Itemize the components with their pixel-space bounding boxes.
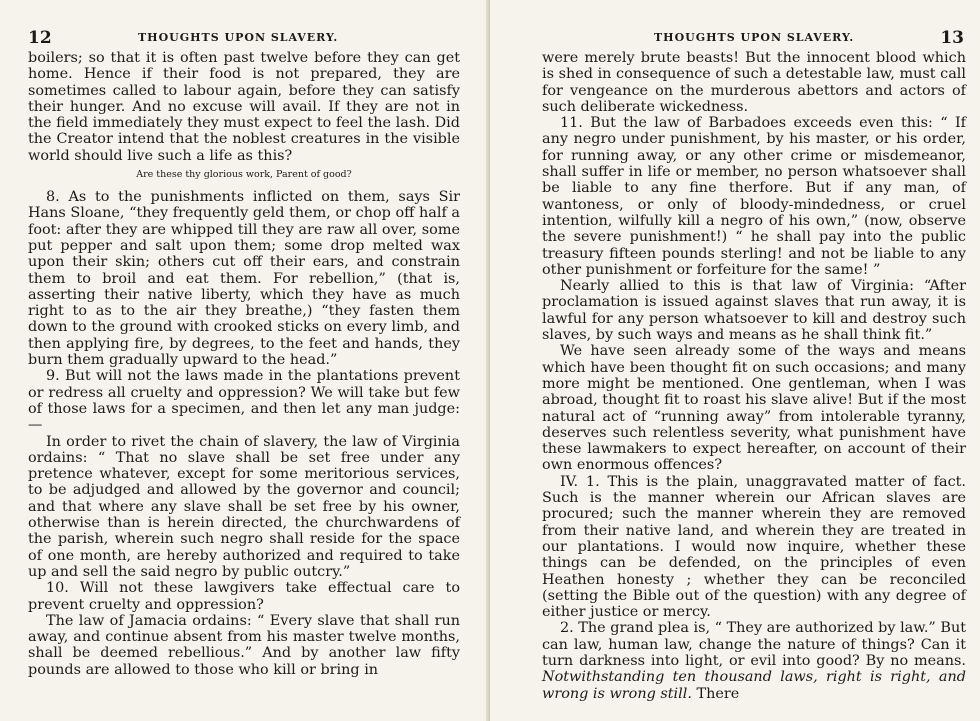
paragraph (542, 620, 966, 701)
paragraph: were merely brute beasts! But the innocent blood which is shed in consequence of such a detestable law, must call for vengeance on the murderous abettors and actors of such deliberate wickedness. (542, 50, 966, 115)
running-head: THOUGHTS UPON SLAVERY. (138, 31, 339, 44)
paragraph: In order to rivet the chain of slavery, the law of Virginia ordains: “ That no slave shall be set free under any pretence whatever, except for some meritorious services, to be adjudged and allowed by the governor and council; and that where any slave shall be set free by his owner, otherwise than is herein directed, the churchwardens of the parish, wherein such negro shall reside for the space of one month, are hereby authorized and required to take up and sell the said negro by public outcry.” (28, 433, 460, 580)
paragraph: 8. As to the punishments inflicted on them, says Sir Hans Sloane, “they frequently geld them, or chop off half a foot: after they are whipped till they are raw all over, some put pepper and salt upon them; some drop melted wax upon their skin; others cut off their ears, and constrain them to broil and eat them. For rebellion,” (that is, asserting their native liberty, which they have as much right to as to the air they breathe,) “they fasten them down to the ground with crooked sticks on every limb, and then applying fire, by degrees, to the feet and hands, they burn them gradually upward to the head.” (28, 189, 460, 369)
page-number: 13 (940, 28, 964, 48)
paragraph: IV. 1. This is the plain, unaggravated matter of fact. Such is the manner wherein our African slaves are procured; such the manner wherein they are removed from their native land, and wherein they are treated in our plantations. I would now inquire, whether these things can be defended, on the principles of even Heathen honesty ; whether they can be reconciled (setting the Bible out of the question) with any degree of either justice or mercy. (542, 473, 966, 621)
paragraph: 11. But the law of Barbadoes exceeds even this: “ If any negro under punishment, by his master, or his order, for running away, or any other crime or misdemeanor, shall suffer in life or member, no person whatsoever shall be liable to any fine therfore. But if any man, of wantoness, or only of bloody-mindedness, or cruel intention, wilfully kill a negro of his own,” (now, observe the severe punishment!) “ he shall pay into the public treasury fifteen pounds sterling! and not be liable to any other punishment or forfeiture for the same! ” (542, 115, 966, 278)
right-page-header (542, 28, 966, 48)
italic-maxim: Notwithstanding ten thousand laws, right is right, and wrong is wrong still. (542, 669, 966, 702)
paragraph: boilers; so that it is often past twelve before they can get home. Hence if their food is not prepared, they are sometimes called to labour again, before they can satisfy their hunger. And no excuse will avail. If they are not in the field immediately they must expect to feel the lash. Did the Creator intend that the noblest creatures in the visible world should live such a life as this? (28, 50, 460, 164)
paragraph-text: 2. The grand plea is, “ They are authorized by law.” But can law, human law, change the nature of things? Can it turn darkness into light, or evil into good? By no means. (542, 620, 966, 669)
running-head: THOUGHTS UPON SLAVERY. (654, 31, 855, 44)
page-number: 12 (28, 28, 52, 48)
left-page-header (28, 28, 460, 48)
right-page (490, 0, 980, 721)
right-page-text (542, 50, 966, 702)
paragraph: We have seen already some of the ways and means which have been thought fit on such occasions; and many more might be mentioned. One gentleman, when I was abroad, thought fit to roast his slave alive! But if the most natural act of “running away” from intolerable tyranny, deserves such relentless severity, what punishment have these lawmakers to expect hereafter, on account of their own enormous offences? (542, 343, 966, 474)
left-page-text (28, 50, 460, 678)
paragraph: Nearly allied to this is that law of Virginia: “After proclamation is issued against slaves that run away, it is lawful for any person whatsoever to kill and destroy such slaves, by such ways and means as he shall think fit.” (542, 278, 966, 344)
paragraph: The law of Jamacia ordains: “ Every slave that shall run away, and continue absent from his master twelve months, shall be deemed rebellious.” And by another law fifty pounds are allowed to those who kill or bring in (28, 612, 460, 678)
paragraph: 10. Will not these lawgivers take effectual care to prevent cruelty and oppression? (28, 580, 460, 613)
paragraph-text: There (696, 685, 740, 702)
epigraph: Are these thy glorious work, Parent of good? (136, 169, 352, 181)
paragraph: 9. But will not the laws made in the plantations prevent or redress all cruelty and oppression? We will take but few of those laws for a specimen, and then let any man judge:— (28, 368, 460, 434)
